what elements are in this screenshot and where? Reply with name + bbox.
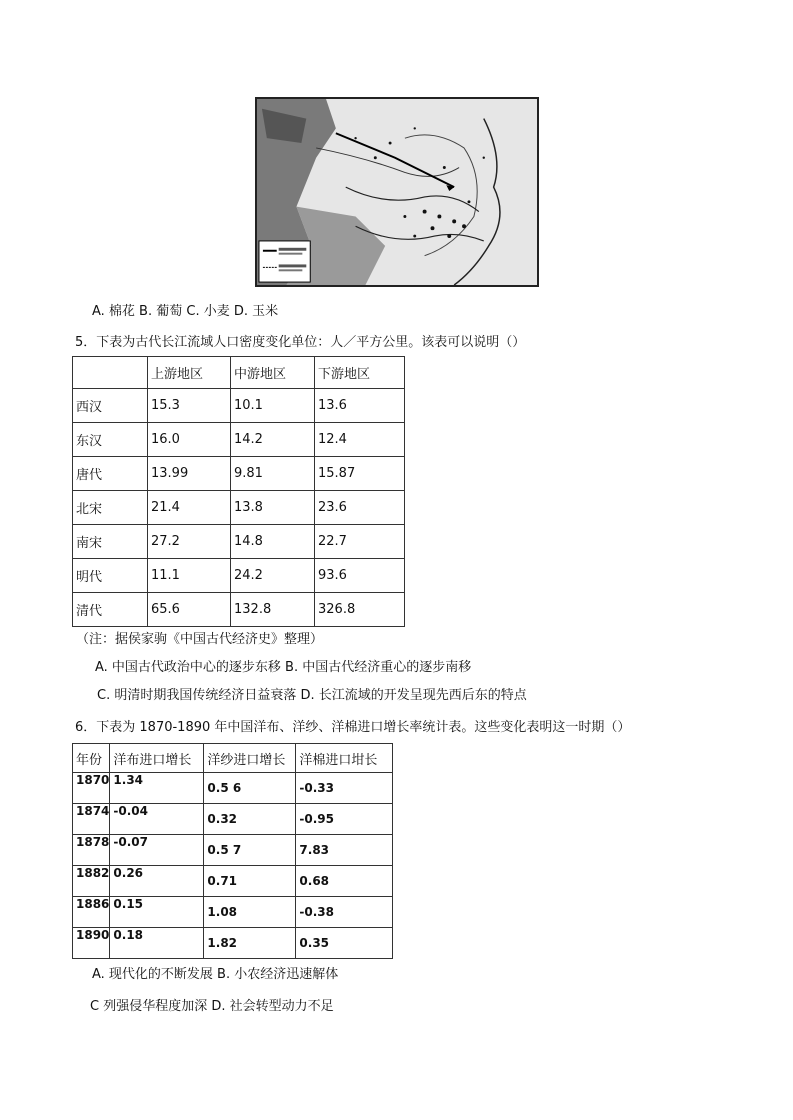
header-cell bbox=[73, 357, 148, 389]
header-cell: 上游地区 bbox=[148, 357, 231, 389]
table-cell: 唐代 bbox=[73, 457, 148, 491]
header-cell: 下游地区 bbox=[315, 357, 405, 389]
table-cell: 15.3 bbox=[148, 389, 231, 423]
header-cell: 年份 bbox=[73, 744, 110, 773]
table-cell: -0.95 bbox=[296, 804, 393, 835]
table-cell: 0.5 6 bbox=[204, 773, 296, 804]
table-cell: 326.8 bbox=[315, 593, 405, 627]
table-cell: 0.32 bbox=[204, 804, 296, 835]
table-cell: 13.8 bbox=[231, 491, 315, 525]
table-row bbox=[73, 559, 405, 593]
header-cell: 洋纱进口增长 bbox=[204, 744, 296, 773]
table-cell: 东汉 bbox=[73, 423, 148, 457]
table-cell: 9.81 bbox=[231, 457, 315, 491]
table-cell: 1.34 bbox=[110, 773, 204, 804]
table-row bbox=[73, 593, 405, 627]
header-cell: 中游地区 bbox=[231, 357, 315, 389]
table-row bbox=[73, 525, 405, 559]
table-cell: 1870 bbox=[73, 773, 110, 804]
table-cell: -0.07 bbox=[110, 835, 204, 866]
table-row bbox=[73, 773, 393, 804]
table-cell: 明代 bbox=[73, 559, 148, 593]
table-header-row bbox=[73, 357, 405, 389]
table-header-row bbox=[73, 744, 393, 773]
q6-options-ab: A. 现代化的不断发展 B. 小农经济迅速解体 bbox=[92, 967, 339, 982]
table-cell: 1882 bbox=[73, 866, 110, 897]
table-row bbox=[73, 897, 393, 928]
table-row bbox=[73, 928, 393, 959]
q5-note: （注：据侯家驹《中国古代经济史》整理） bbox=[76, 632, 324, 647]
table-row bbox=[73, 457, 405, 491]
q5-population-table bbox=[72, 356, 405, 627]
table-cell: -0.38 bbox=[296, 897, 393, 928]
historical-map-image bbox=[255, 97, 539, 287]
table-cell: 1886 bbox=[73, 897, 110, 928]
table-cell: 15.87 bbox=[315, 457, 405, 491]
table-cell: 10.1 bbox=[231, 389, 315, 423]
table-row bbox=[73, 835, 393, 866]
table-row bbox=[73, 389, 405, 423]
table-cell: 7.83 bbox=[296, 835, 393, 866]
table-cell: 1878 bbox=[73, 835, 110, 866]
table-cell: 24.2 bbox=[231, 559, 315, 593]
table-row bbox=[73, 491, 405, 525]
table-cell: -0.33 bbox=[296, 773, 393, 804]
table-cell: 14.2 bbox=[231, 423, 315, 457]
table-cell: 北宋 bbox=[73, 491, 148, 525]
table-cell: 14.8 bbox=[231, 525, 315, 559]
table-cell: 93.6 bbox=[315, 559, 405, 593]
table-cell: 1.82 bbox=[204, 928, 296, 959]
q6-options-cd: C 列强侵华程度加深 D. 社会转型动力不足 bbox=[90, 999, 334, 1014]
table-cell: 清代 bbox=[73, 593, 148, 627]
table-row bbox=[73, 423, 405, 457]
table-cell: 西汉 bbox=[73, 389, 148, 423]
table-cell: 0.15 bbox=[110, 897, 204, 928]
q6-stem: 6．下表为 1870-1890 年中国洋布、洋纱、洋棉进口增长率统计表。这些变化表明这一时期（） bbox=[75, 720, 631, 735]
q6-import-table bbox=[72, 743, 393, 959]
table-cell: 0.35 bbox=[296, 928, 393, 959]
table-cell: 13.99 bbox=[148, 457, 231, 491]
q5-stem: 5．下表为古代长江流域人口密度变化单位：人／平方公里。该表可以说明（） bbox=[75, 335, 526, 350]
table-cell: 23.6 bbox=[315, 491, 405, 525]
map-drawing bbox=[257, 99, 537, 285]
table-cell: 0.18 bbox=[110, 928, 204, 959]
table-cell: 0.68 bbox=[296, 866, 393, 897]
table-cell: 132.8 bbox=[231, 593, 315, 627]
table-cell: 16.0 bbox=[148, 423, 231, 457]
table-cell: 1874 bbox=[73, 804, 110, 835]
table-cell: -0.04 bbox=[110, 804, 204, 835]
header-cell: 洋布进口增长 bbox=[110, 744, 204, 773]
q5-options-cd: C. 明清时期我国传统经济日益衰落 D. 长江流域的开发呈现先西后东的特点 bbox=[97, 688, 527, 703]
table-cell: 南宋 bbox=[73, 525, 148, 559]
q4-options: A. 棉花 B. 葡萄 C. 小麦 D. 玉米 bbox=[92, 304, 279, 319]
table-row bbox=[73, 804, 393, 835]
table-cell: 27.2 bbox=[148, 525, 231, 559]
table-cell: 13.6 bbox=[315, 389, 405, 423]
table-cell: 12.4 bbox=[315, 423, 405, 457]
table-cell: 1890 bbox=[73, 928, 110, 959]
q5-options-ab: A. 中国古代政治中心的逐步东移 B. 中国古代经济重心的逐步南移 bbox=[95, 660, 472, 675]
table-row bbox=[73, 866, 393, 897]
table-cell: 21.4 bbox=[148, 491, 231, 525]
table-cell: 65.6 bbox=[148, 593, 231, 627]
header-cell: 洋棉进口坩长 bbox=[296, 744, 393, 773]
table-cell: 22.7 bbox=[315, 525, 405, 559]
table-cell: 0.26 bbox=[110, 866, 204, 897]
table-cell: 1.08 bbox=[204, 897, 296, 928]
table-cell: 0.5 7 bbox=[204, 835, 296, 866]
table-cell: 11.1 bbox=[148, 559, 231, 593]
table-cell: 0.71 bbox=[204, 866, 296, 897]
